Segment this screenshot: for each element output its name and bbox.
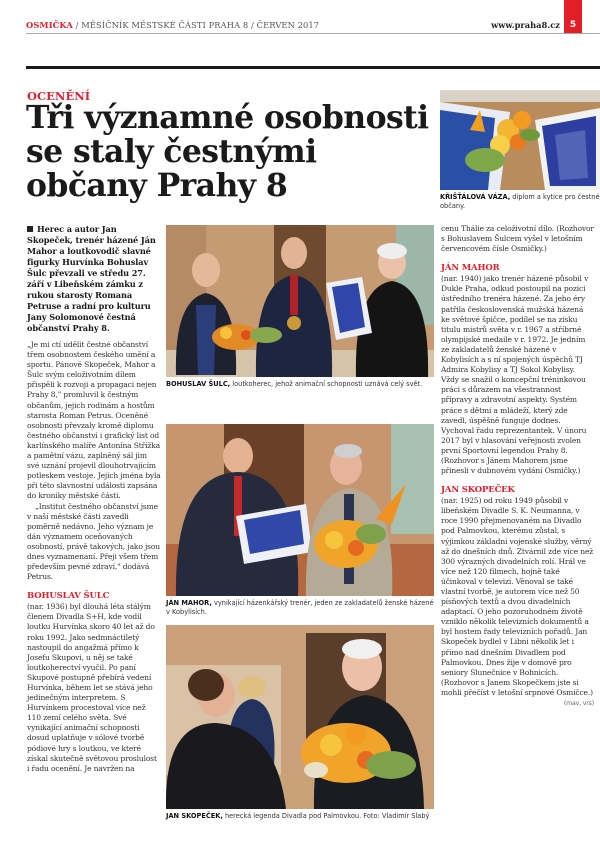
caption-jan-skopecek [166, 812, 438, 821]
bio-skopecek-text: (nar. 1925) od roku 1949 působil v libeňském Divadle S. K. Neumanna, v roce 1990 přejmenovaném na Divadlo pod Palmovkou, kterému zůstal, s výjimkou základní vojenské služby, věrný až do dnešních dnů. Ztvárnil zde více než 300 výrazných divadelních rolí. Hrál ve více než 120 filmech, hojně také účinkoval v televizi. Věnoval se také vlastní tvorbě, je autorem více než 50 písňových textů a dvou divadelních adaptací. O jeho pozoruhodném životě vzniklo několik televizních dokumentů a byl hostem řady televizních pořadů. Jan Skopeček bydlel v Libni několik let i přímo nad dnešním Divadlem pod Palmovkou. Dnes žije v domově pro seniory Slunečnice v Bohnicích. (Rozhovor s Janem Skopečkem jste si mohli přečíst v letošní srpnové Osmičce.) [441, 496, 594, 697]
header-divider [26, 33, 600, 34]
photo-bohuslav-sulc [166, 225, 434, 377]
caption-mahor-text: vynikající házenkářský trenér, jeden ze zakladatelů ženské házené v Kobylisích. [166, 599, 434, 616]
caption-sulc-bold: BOHUSLAV ŠULC, [166, 380, 231, 388]
photo-crystal-vase [440, 90, 600, 190]
article-column-right [441, 224, 594, 709]
publication-subtitle: / MĚSÍČNÍK MĚSTSKÉ ČÁSTI PRAHA 8 / ČERVEN 2017 [72, 20, 320, 30]
caption-vase-bold: KŘIŠŤÁLOVÁ VÁZA, [440, 193, 511, 201]
article-title: Tři významné osobnosti se staly čestnými občany Prahy 8 [26, 99, 429, 204]
photo-jan-mahor [166, 424, 434, 596]
caption-skopecek-bold: JAN SKOPEČEK, [166, 812, 223, 820]
page-header [0, 0, 600, 36]
caption-mahor-bold: JÁN MAHOR, [166, 599, 212, 607]
article-column-left [27, 224, 161, 774]
lead-text: Herec a autor Jan Skopeček, trenér házené Ján Mahor a loutkovodič slavné figurky Hurvínka Bohuslav Šulc převzali ve středu 27. září v Libeňském zámku z rukou starosty Romana Petruse a radní pro kulturu Jany Solomonové čestná občanství Prahy 8. [27, 224, 156, 333]
photo-jan-skopecek [166, 625, 434, 809]
article-lead [27, 224, 161, 334]
bio-skopecek [441, 496, 594, 708]
caption-sulc-text: loutkoherec, jehož animační schopnosti uznává celý svět. [230, 380, 423, 388]
subhead-skopecek: JAN SKOPEČEK [441, 485, 515, 496]
publication-line [26, 20, 319, 30]
subhead-mahor: JÁN MAHOR [441, 263, 500, 274]
bullet-square-icon [27, 226, 33, 232]
caption-skopecek-text: herecká legenda Divadla pod Palmovkou. Foto: Vladimír Slabý [222, 812, 430, 820]
subhead-sulc: BOHUSLAV ŠULC [27, 591, 110, 602]
page-number: 5 [564, 0, 582, 34]
article-paragraph-2: „Institut čestného občanství jsme v naší městské části zavedli poměrně nedávno. Jeho význam je dán významem oceňovaných osobností, právě takových, jako jsou dnes vyznamenaní. Přeji všem třem především pevné zdraví," dodává Petrus. [27, 501, 161, 582]
caption-bohuslav-sulc [166, 380, 438, 389]
article-paragraph-1: „Je mi ctí udělit čestné občanství třem osobnostem českého umění a sportu. Pánové Skopeček, Mahor a Šulc svým celoživotním dílem přispěli k rozvoji a propagaci nejen Prahy 8," promluvil k čestným občanům, jejich rodinám a hostům starosta Roman Petrus. Oceněné osobnosti převzaly kromě diplomu čestného občanství i grafický list od karlínského malíře Antonína Střížka a pamětní vázu, zaplněný sál jim své uznání projevil dlouhotrvajícím potleskem vestoje. Jejich jména byla při této slavnostní události zapsána do kroniky městské části. [27, 340, 161, 501]
caption-vase-text: diplom a kytice pro čestné občany. [440, 193, 600, 210]
caption-crystal-vase [440, 193, 600, 211]
brand-name: OSMIČKA [26, 20, 73, 30]
author-signoff: (mav, vrs) [563, 700, 594, 708]
website-url[interactable]: www.praha8.cz [491, 20, 560, 30]
caption-jan-mahor [166, 599, 438, 617]
section-label: OCENĚNÍ [27, 89, 91, 103]
bio-sulc-continued: cenu Thálie za celoživotní dílo. (Rozhovor s Bohuslavem Šulcem vyšel v letošním červencovém čísle Osmičky.) [441, 224, 594, 254]
section-rule [26, 66, 600, 69]
bio-sulc: (nar. 1936) byl dlouhá léta stálým členem Divadla S+H, kde vodil loutku Hurvínka skoro 40 let až do roku 1992. Jako sedmnáctiletý nastoupil do angažmá přímo k Josefu Skupovi, u něj se také loutkoherectví vyučil. Po paní Skupové postupně přebírá vedení Hurvínka, během let se stává jeho jedinečným interpretem. S Hurvínkem procestoval více než 110 zemí celého světa. Své vynikající animační schopnosti dosud uplatňuje v sólové tvorbě pódiové hry s loutkou, ve které získal skutečně světovou proslulost i řadu ocenění. Je navržen na [27, 602, 157, 773]
bio-mahor: (nar. 1940) jako trenér házené působil v Dukle Praha, odkud postoupil na pozici ústředního trenéra házené. Za jeho éry patřila československá mužská házená ke světové špičce, podílel se na zisku titulu mistrů světa v r. 1967 a stříbrné olympijské medaile v r. 1972. Je jedním ze zakladatelů ženské házené v Kobylisích a s ní spojených úspěchů TJ Admira Kobylisy a TJ Sokol Kobylisy. Vždy se snažil o koncepční tréninkovou práci s důrazem na všestrannost přípravy a zdravotní aspekty. Systém práce s dětmi a mládeží, který zde zavedl, úspěšně funguje dodnes. Vychoval řadu reprezentantek. V únoru 2017 byl v hlasování veřejnosti zvolen první Sportovní legendou Prahy 8. (Rozhovor s Jánem Mahorem jsme přinesli v dubnovém vydání Osmičky.) [441, 274, 589, 476]
